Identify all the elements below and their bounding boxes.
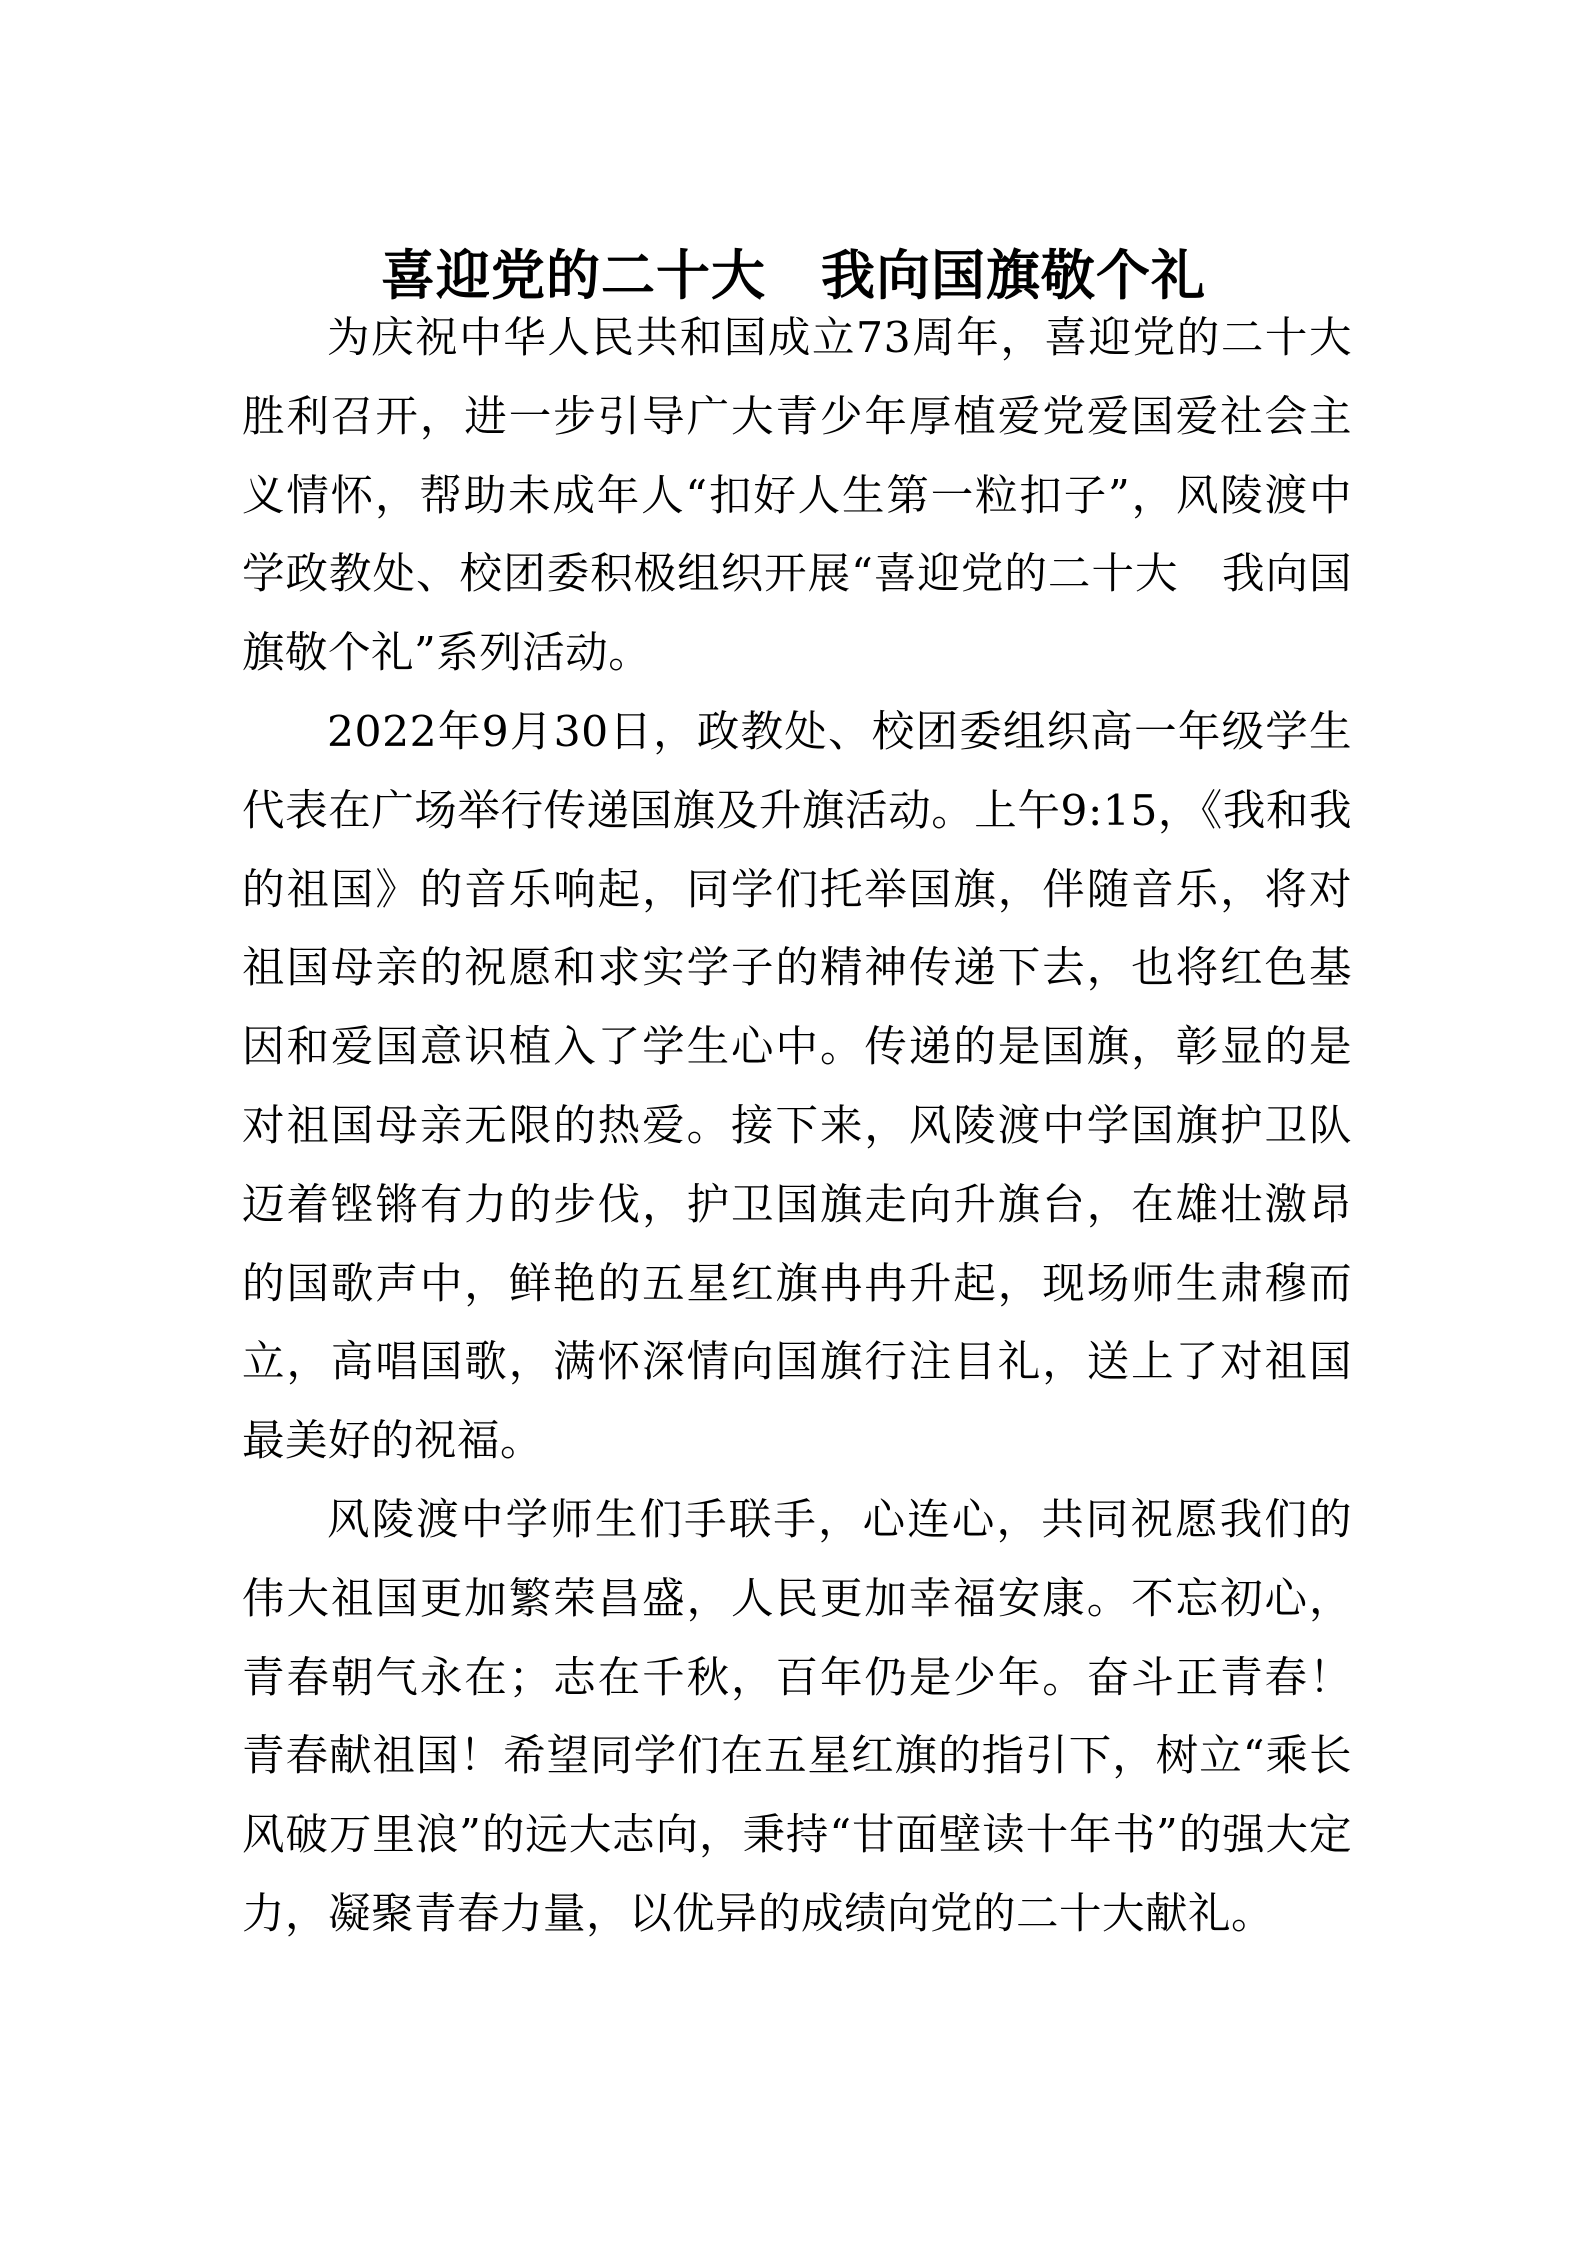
paragraph-flag-ceremony: 2022年9月30日，政教处、校团委组织高一年级学生代表在广场举行传递国旗及升旗活动。上午9:15，《我和我的祖国》的音乐响起，同学们托举国旗，伴随音乐，将对祖国母亲的祝愿和求实学子的精神传递下去，也将红色基因和爱国意识植入了学生心中。传递的是国旗，彰显的是对祖国母亲无限的热爱。接下来，风陵渡中学国旗护卫队迈着铿锵有力的步伐，护卫国旗走向升旗台，在雄壮激昂的国歌声中，鲜艳的五星红旗冉冉升起，现场师生肃穆而立，高唱国歌，满怀深情向国旗行注目礼，送上了对祖国最美好的祝福。: [242, 707, 1352, 1467]
paragraph-intro: 为庆祝中华人民共和国成立73周年，喜迎党的二十大胜利召开，进一步引导广大青少年厚植爱党爱国爱社会主义情怀，帮助未成年人“扣好人生第一粒扣子”，风陵渡中学政教处、校团委积极组织开展“喜迎党的二十大 我向国旗敬个礼”系列活动。: [242, 314, 1352, 679]
document-body: [242, 300, 1352, 1955]
paragraph-closing: 风陵渡中学师生们手联手，心连心，共同祝愿我们的伟大祖国更加繁荣昌盛，人民更加幸福安康。不忘初心，青春朝气永在；志在千秋，百年仍是少年。奋斗正青春！青春献祖国！希望同学们在五星红旗的指引下，树立“乘长风破万里浪”的远大志向，秉持“甘面壁读十年书”的强大定力，凝聚青春力量，以优异的成绩向党的二十大献礼。: [242, 1495, 1352, 1939]
document-title: 喜迎党的二十大 我向国旗敬个礼: [381, 244, 1206, 308]
